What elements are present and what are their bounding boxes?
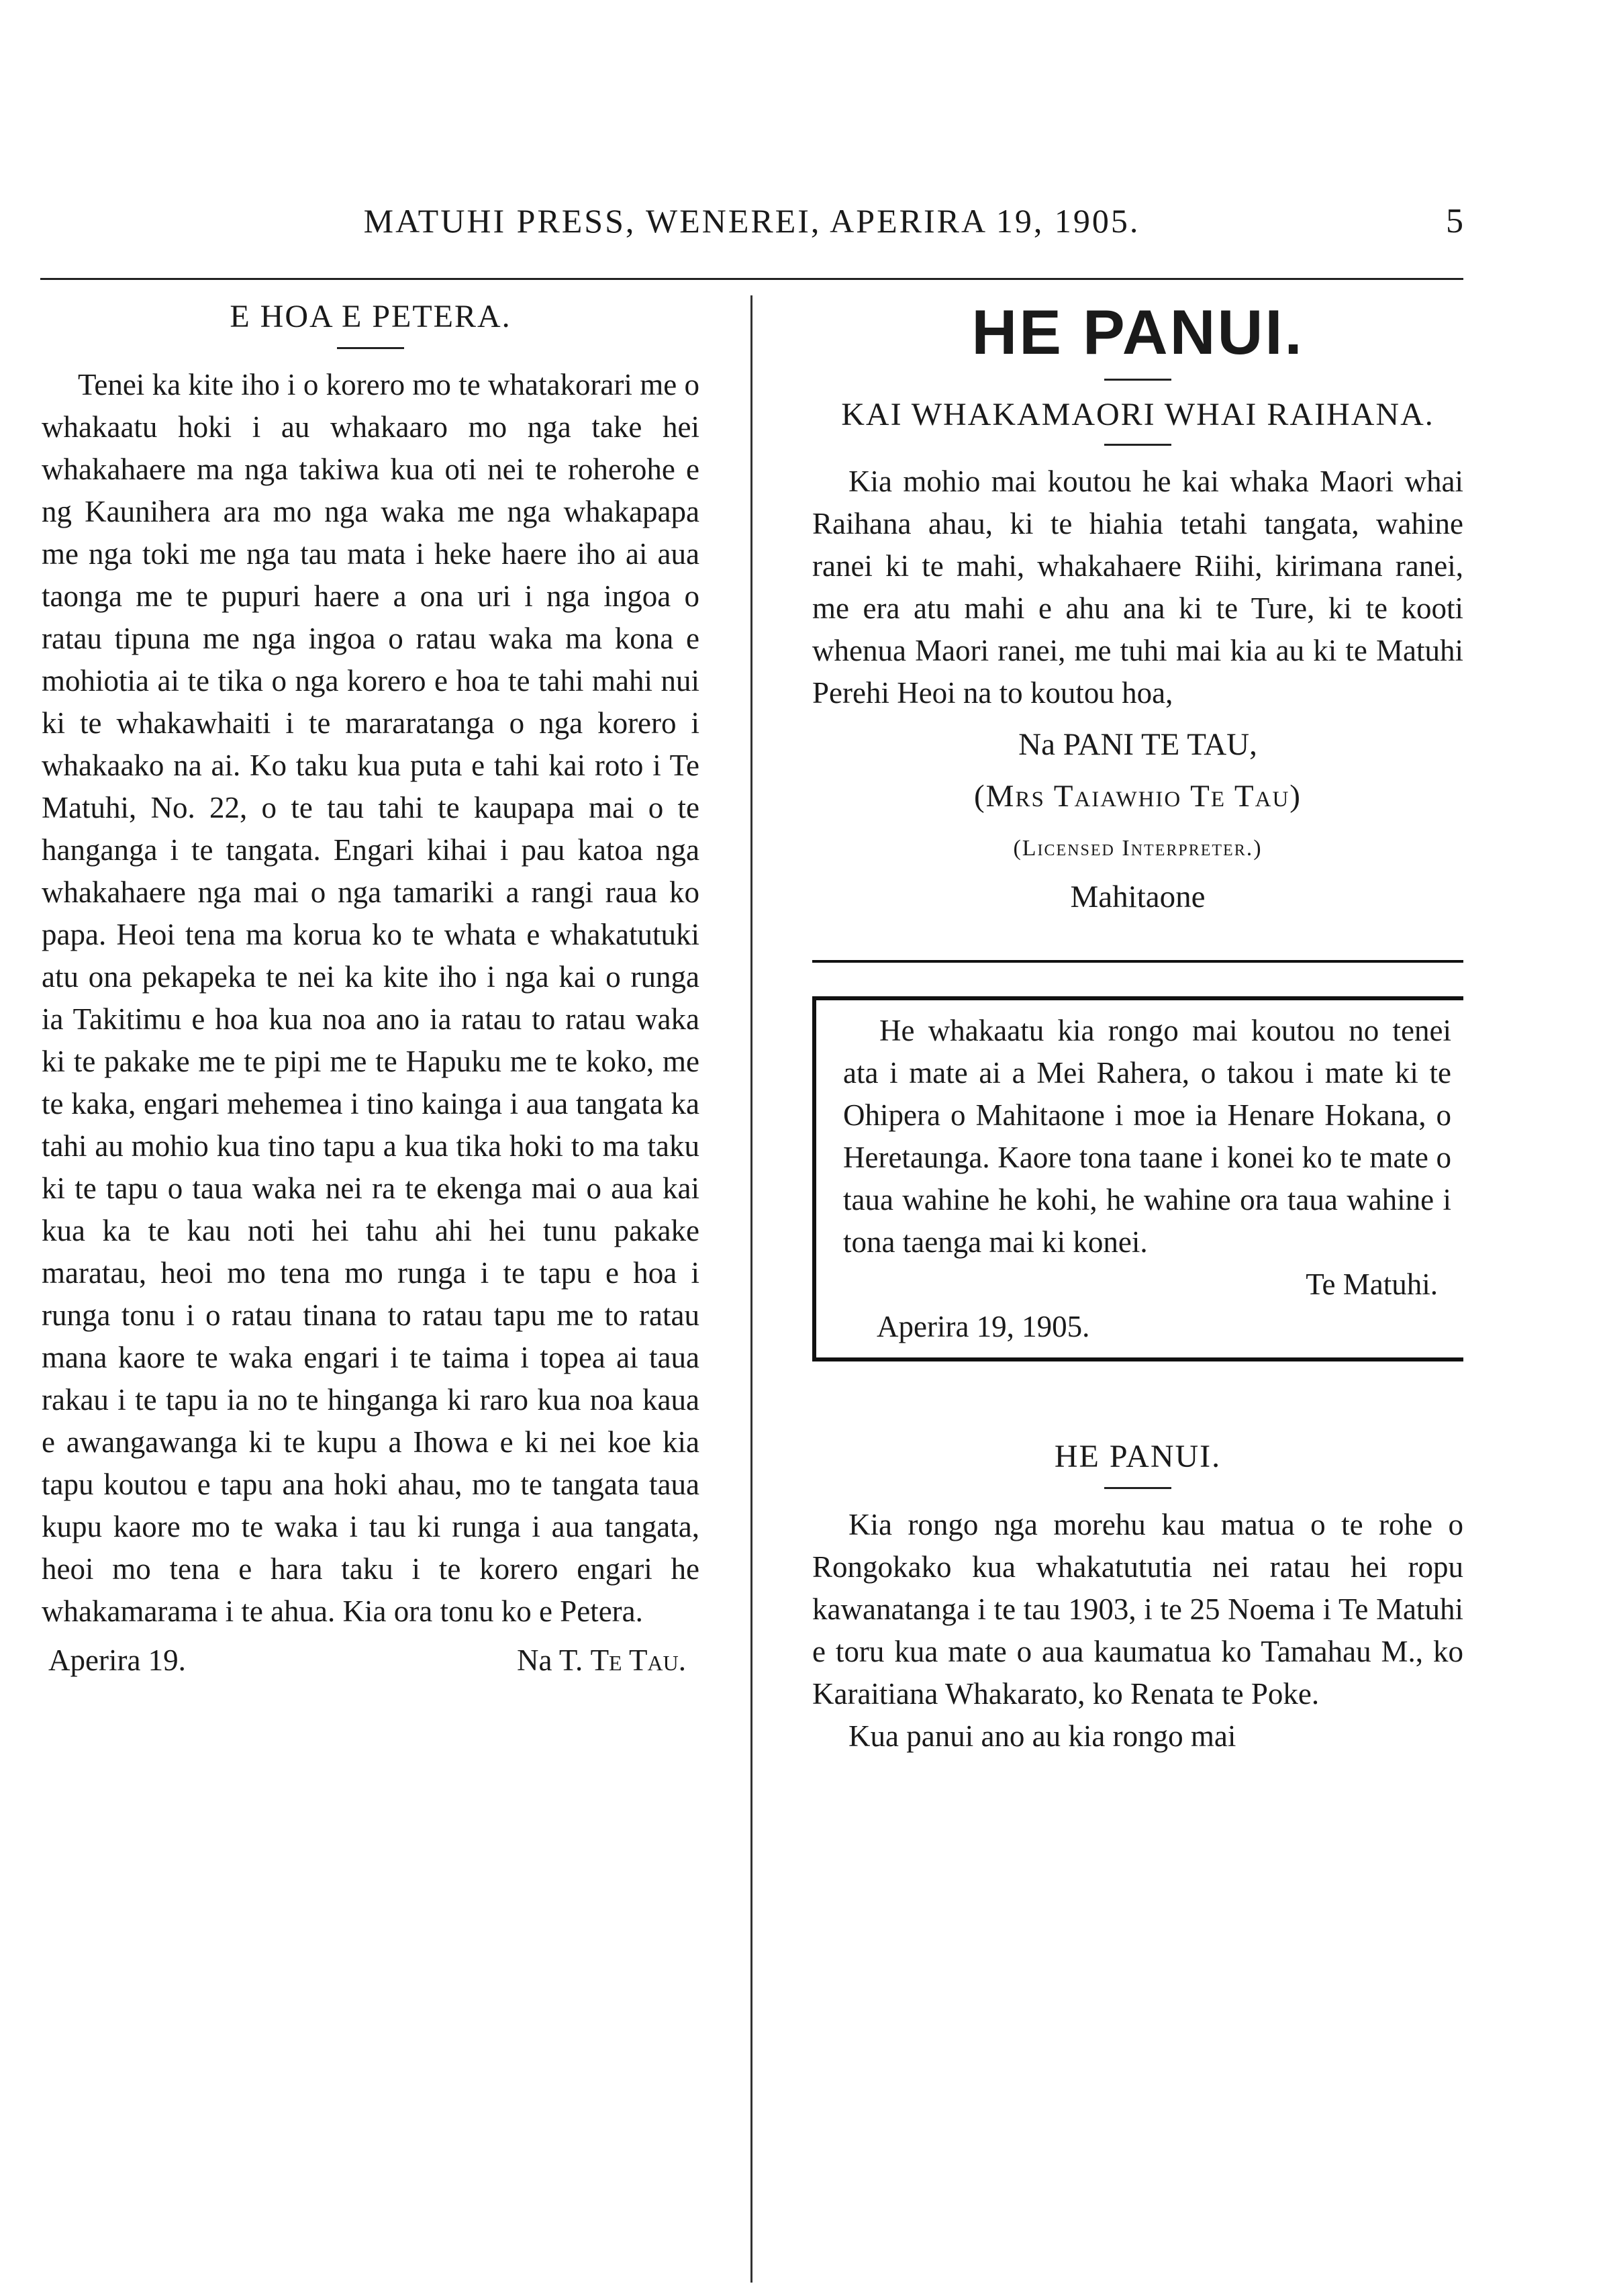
notice-heading: HE PANUI. (971, 297, 1304, 367)
left-article-signoff (42, 1633, 699, 1682)
left-article-heading: E HOA E PETERA. (230, 299, 512, 334)
heading-rule (1104, 1487, 1171, 1489)
death-notice-signature: Te Matuhi. (1306, 1267, 1438, 1301)
second-notice-heading: HE PANUI. (1054, 1439, 1222, 1474)
page-number: 5 (1446, 202, 1463, 240)
left-article-date: Aperira 19. (48, 1643, 186, 1677)
licensed-interpreter-label: (Licensed Interpreter.) (1013, 836, 1263, 861)
death-notice-box (812, 1000, 1463, 1357)
second-notice-continuation: Kua panui ano au kia rongo mai (848, 1719, 1236, 1753)
page-header (40, 201, 1463, 255)
signature-name: Te Tau. (590, 1643, 686, 1677)
left-column (42, 295, 699, 1682)
heading-rule (1104, 379, 1171, 381)
header-rule (40, 278, 1463, 280)
column-divider (750, 295, 752, 2283)
notice-subheading: KAI WHAKAMAORI WHAI RAIHANA. (841, 397, 1434, 432)
death-notice-body: He whakaatu kia rongo mai koutou no tenei ata i mate ai a Mei Rahera, o takou i mate ki te Ohipera o Mahitaone i moe ia Henare Hokana, o Heretaunga. Kaore tona taane i konei ko te mate o taua wahine he kohi, he wahine ora taua wahine i tona taenga mai ki konei. (843, 1014, 1451, 1259)
box-bottom-rule (812, 1357, 1463, 1361)
section-rule (812, 960, 1463, 963)
notice-full-name: (Mrs Taiawhio Te Tau) (974, 779, 1302, 814)
notice-body: Kia mohio mai koutou he kai whaka Maori whai Raihana ahau, ki te hiahia tetahi tangata, wahine ranei ki te mahi, whakahaere Riihi, kirimana ranei, me era atu mahi e ahu ana ki te Ture, ki te kooti whenua Maori ranei, me tuhi mai kia au ki te Matuhi Perehi Heoi na to koutou hoa, (812, 465, 1463, 710)
notice-place: Mahitaone (1070, 879, 1206, 914)
right-column (812, 295, 1463, 1758)
left-article-body: Tenei ka kite iho i o korero mo te whatakorari me o whakaatu hoki i au whakaaro mo nga take hei whakahaere ma nga takiwa kua oti nei te roherohe e ng Kaunihera ara mo nga waka me nga whakapapa me nga toki me nga tau mata i heke haere iho ai aua taonga me te pupuri haere a ona uri i nga ingoa o ratau tipuna me nga ingoa o ratau waka ma kona e mohiotia ai te tika o nga korero e hoa te tahi mahi nui ki te whakawhaiti i te mararatanga o nga korero i whakaako na ai. Ko taku kua puta e tahi kai roto i Te Matuhi, No. 22, o te tau tahi te kaupapa mai o te hanganga i te tangata. Engari kihai i pau katoa nga whakahaere nga mai o nga tamariki a rangi raua ko papa. Heoi tena ma korua ko te whata e whakatutuki atu ona pekapeka te nei ka kite iho i nga kai o runga ia Takitimu e hoa kua noa ano ia ratau to ratau waka ki te pakake me te pipi me te Hapuku me te koko, me te kaka, engari mehemea i tino kainga i aua tangata ka tahi au mohio kua tino tapu a kua tika hoki to ma taku ki te tapu o taua waka nei ra te ekenga mai o aua kai kua ka te kau noti hei tahu ahi hei tunu pakake maratau, heoi mo tena mo runga i te tapu e hoa i runga tonu i o ratau tinana to ratau tapu me to ratau mana kaore te waka engari i te taima i topea ai taua rakau i te tapu ia no te hinganga ki raro kua noa kaua e awangawanga ki te kupu a Ihowa e ki nei koe kia tapu koutou e tapu ana hoki ahau, mo te tangata taua kupu kaore mo te waka i tau ki runga i aua tangata, heoi mo tena e hara taku i te korero engari he whakamarama i te ahua. Kia ora tonu ko e Petera. (42, 368, 699, 1628)
death-notice-date: Aperira 19, 1905. (877, 1310, 1090, 1343)
notice-signature: Na PANI TE TAU, (1018, 727, 1257, 762)
signature-prefix: Na T. (517, 1643, 591, 1677)
left-article-signature (517, 1639, 686, 1682)
heading-rule (337, 347, 404, 349)
masthead-title: MATUHI PRESS, WENEREI, APERIRA 19, 1905. (363, 202, 1140, 240)
subheading-rule (1104, 444, 1171, 446)
second-notice-body: Kia rongo nga morehu kau matua o te rohe o Rongokako kua whakatututia nei ratau hei ropu kawanatanga i te tau 1903, i te 25 Noema i Te Matuhi e toru kua mate o aua kaumatua ko Tamahau M., ko Karaitiana Whakarato, ko Renata te Poke. (812, 1508, 1463, 1711)
